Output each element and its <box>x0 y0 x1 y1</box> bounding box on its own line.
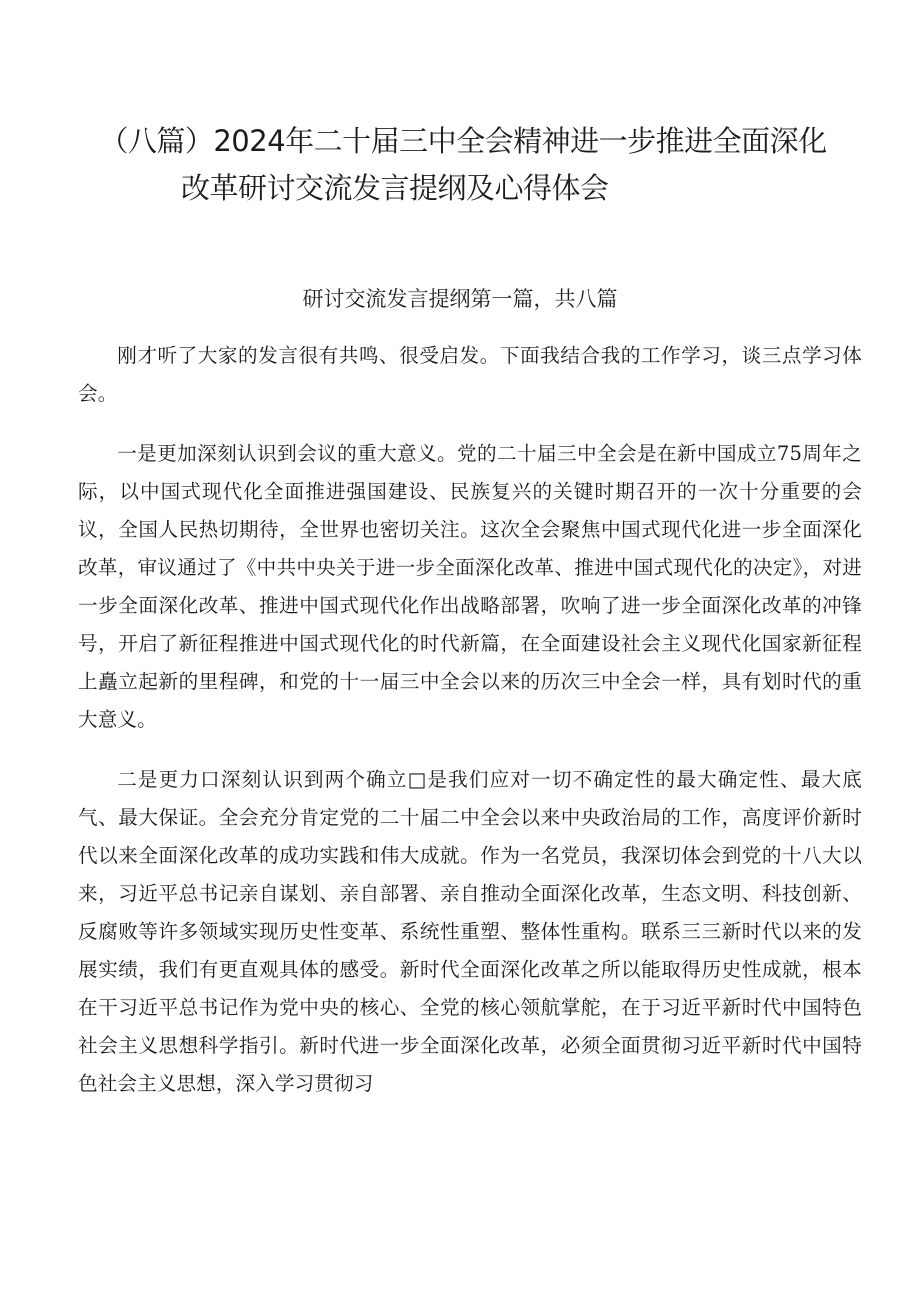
document-title-line-1: （八篇）2024年二十届三中全会精神进一步推进全面深化 <box>99 124 827 158</box>
document-title-line-2: 改革研讨交流发言提纲及心得体会 <box>181 171 609 205</box>
document-body <box>78 337 862 1125</box>
paragraph-intro: 刚才听了大家的发言很有共鸣、很受启发。下面我结合我的工作学习，谈三点学习体会。 <box>78 344 862 405</box>
paragraph-point-one: 一是更加深刻认识到会议的重大意义。党的二十届三中全会是在新中国成立75周年之际，以中国式现代化全面推进强国建设、民族复兴的关键时期召开的一次十分重要的会议，全国人民热切期待，全世界也密切关注。这次全会聚焦中国式现代化进一步全面深化改革，审议通过了《中共中央关于进一步全面深化改革、推进中国式现代化的决定》，对进一步全面深化改革、推进中国式现代化作出战略部署，吹响了进一步全面深化改革的冲锋号，开启了新征程推进中国式现代化的时代新篇，在全面建设社会主义现代化国家新征程上矗立起新的里程碑，和党的十一届三中全会以来的历次三中全会一样，具有划时代的重大意义。 <box>78 442 862 731</box>
section-heading: 研讨交流发言提纲第一篇，共八篇 <box>302 287 618 311</box>
document-title <box>40 118 880 212</box>
paragraph-point-two: 二是更力口深刻认识到两个确立□是我们应对一切不确定性的最大确定性、最大底气、最大保证。全会充分肯定党的二十届二中全会以来中央政治局的工作，高度评价新时代以来全面深化改革的成功实践和伟大成就。作为一名党员，我深切体会到党的十八大以来，习近平总书记亲自谋划、亲自部署、亲自推动全面深化改革，生态文明、科技创新、反腐败等许多领域实现历史性变革、系统性重塑、整体性重构。联系三三新时代以来的发展实绩，我们有更直观具体的感受。新时代全面深化改革之所以能取得历史性成就，根本在干习近平总书记作为党中央的核心、全党的核心领航掌舵，在于习近平新时代中国特色社会主义思想科学指引。新时代进一步全面深化改革，必须全面贯彻习近平新时代中国特色社会主义思想，深入学习贯彻习 <box>78 768 862 1095</box>
